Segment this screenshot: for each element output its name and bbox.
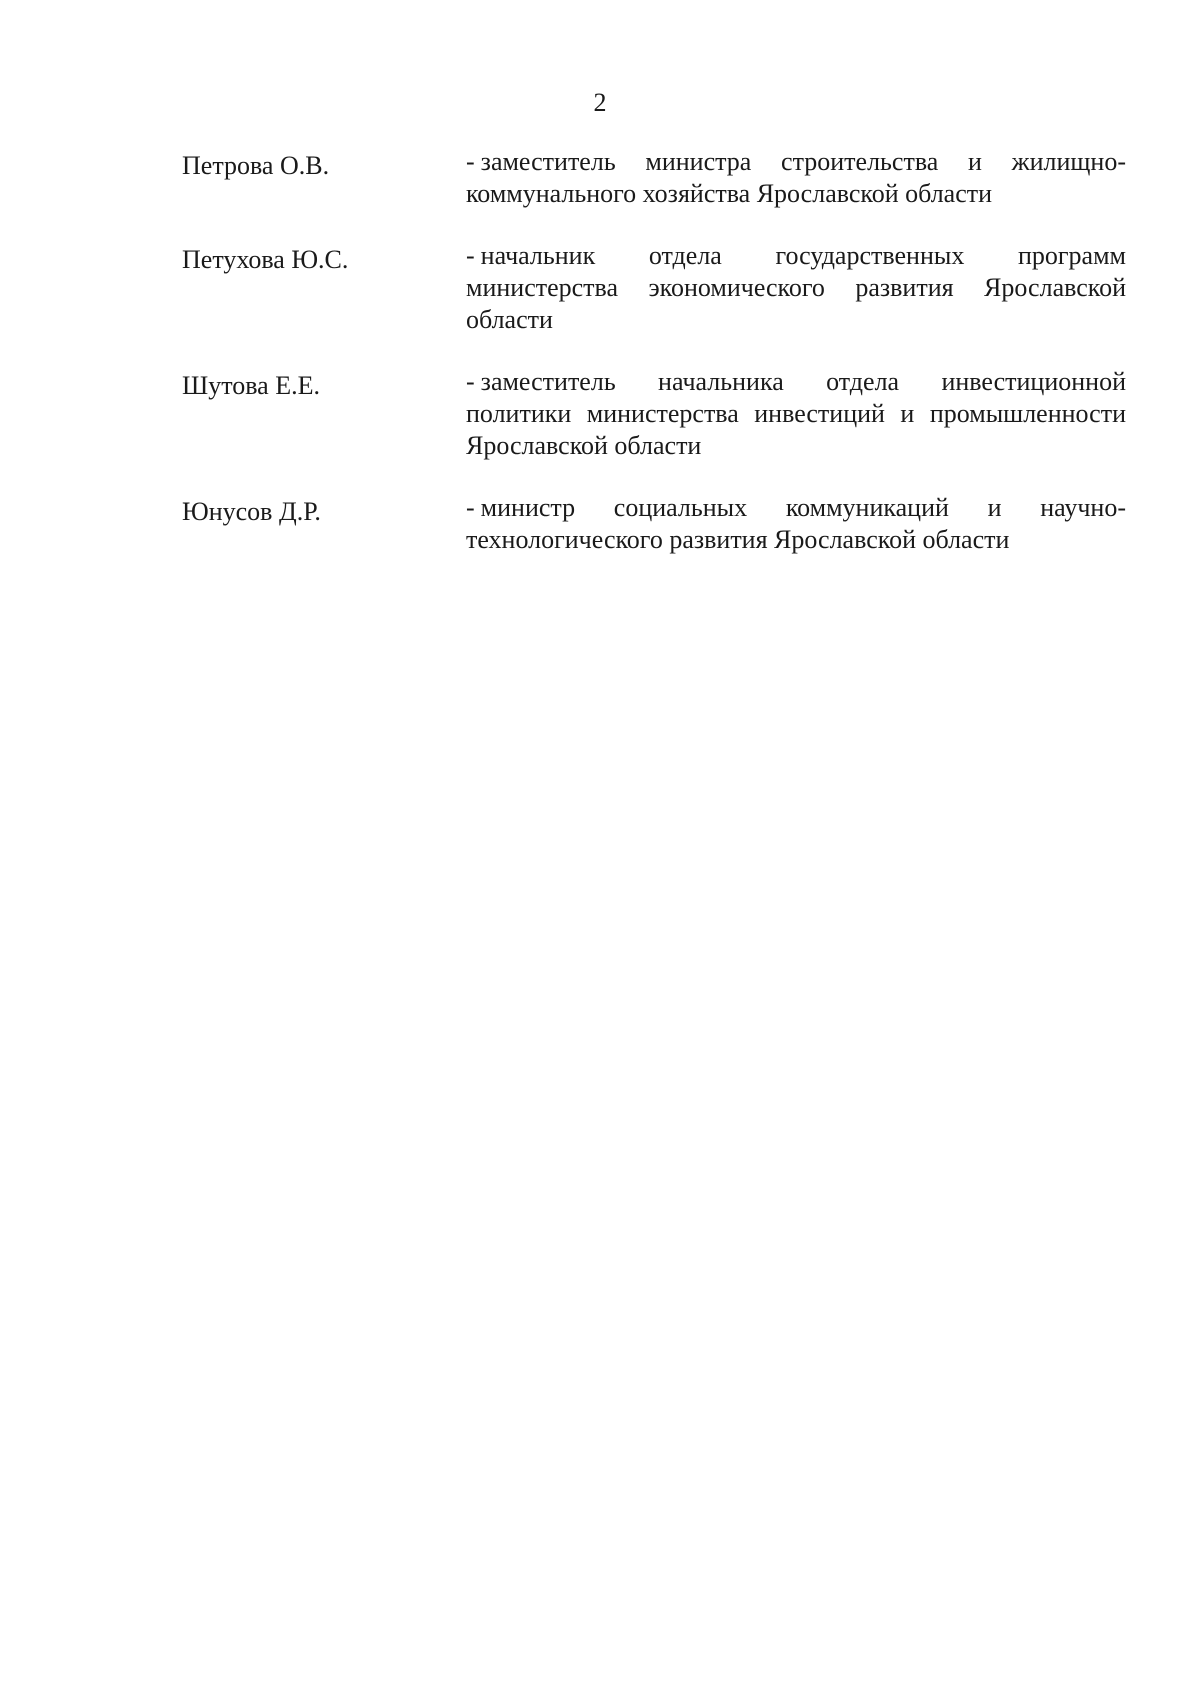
- member-row: [182, 240, 1126, 336]
- member-row: [182, 492, 1126, 556]
- member-name: Петрова О.В.: [182, 151, 330, 180]
- dash: -: [466, 147, 475, 176]
- dash: -: [466, 367, 475, 396]
- member-name: Шутова Е.Е.: [182, 371, 320, 400]
- member-row: [182, 366, 1126, 462]
- position-text: начальник отдела государственных программ министерства экономического развития Ярославской области: [466, 241, 1126, 334]
- member-position: [466, 240, 1126, 336]
- member-position: [466, 146, 1126, 210]
- member-position: [466, 366, 1126, 462]
- member-name: Петухова Ю.С.: [182, 245, 349, 274]
- position-text: заместитель начальника отдела инвестиционной политики министерства инвестиций и промышленности Ярославской области: [466, 367, 1126, 460]
- position-text: заместитель министра строительства и жилищно-коммунального хозяйства Ярославской области: [466, 147, 1126, 208]
- dash: -: [466, 493, 475, 522]
- member-row: [182, 146, 1126, 210]
- page-number: 2: [593, 88, 607, 117]
- member-position: [466, 492, 1126, 556]
- dash: -: [466, 241, 475, 270]
- member-list: [182, 146, 1126, 586]
- member-name: Юнусов Д.Р.: [182, 497, 321, 526]
- position-text: министр социальных коммуникаций и научно-технологического развития Ярославской области: [466, 493, 1126, 554]
